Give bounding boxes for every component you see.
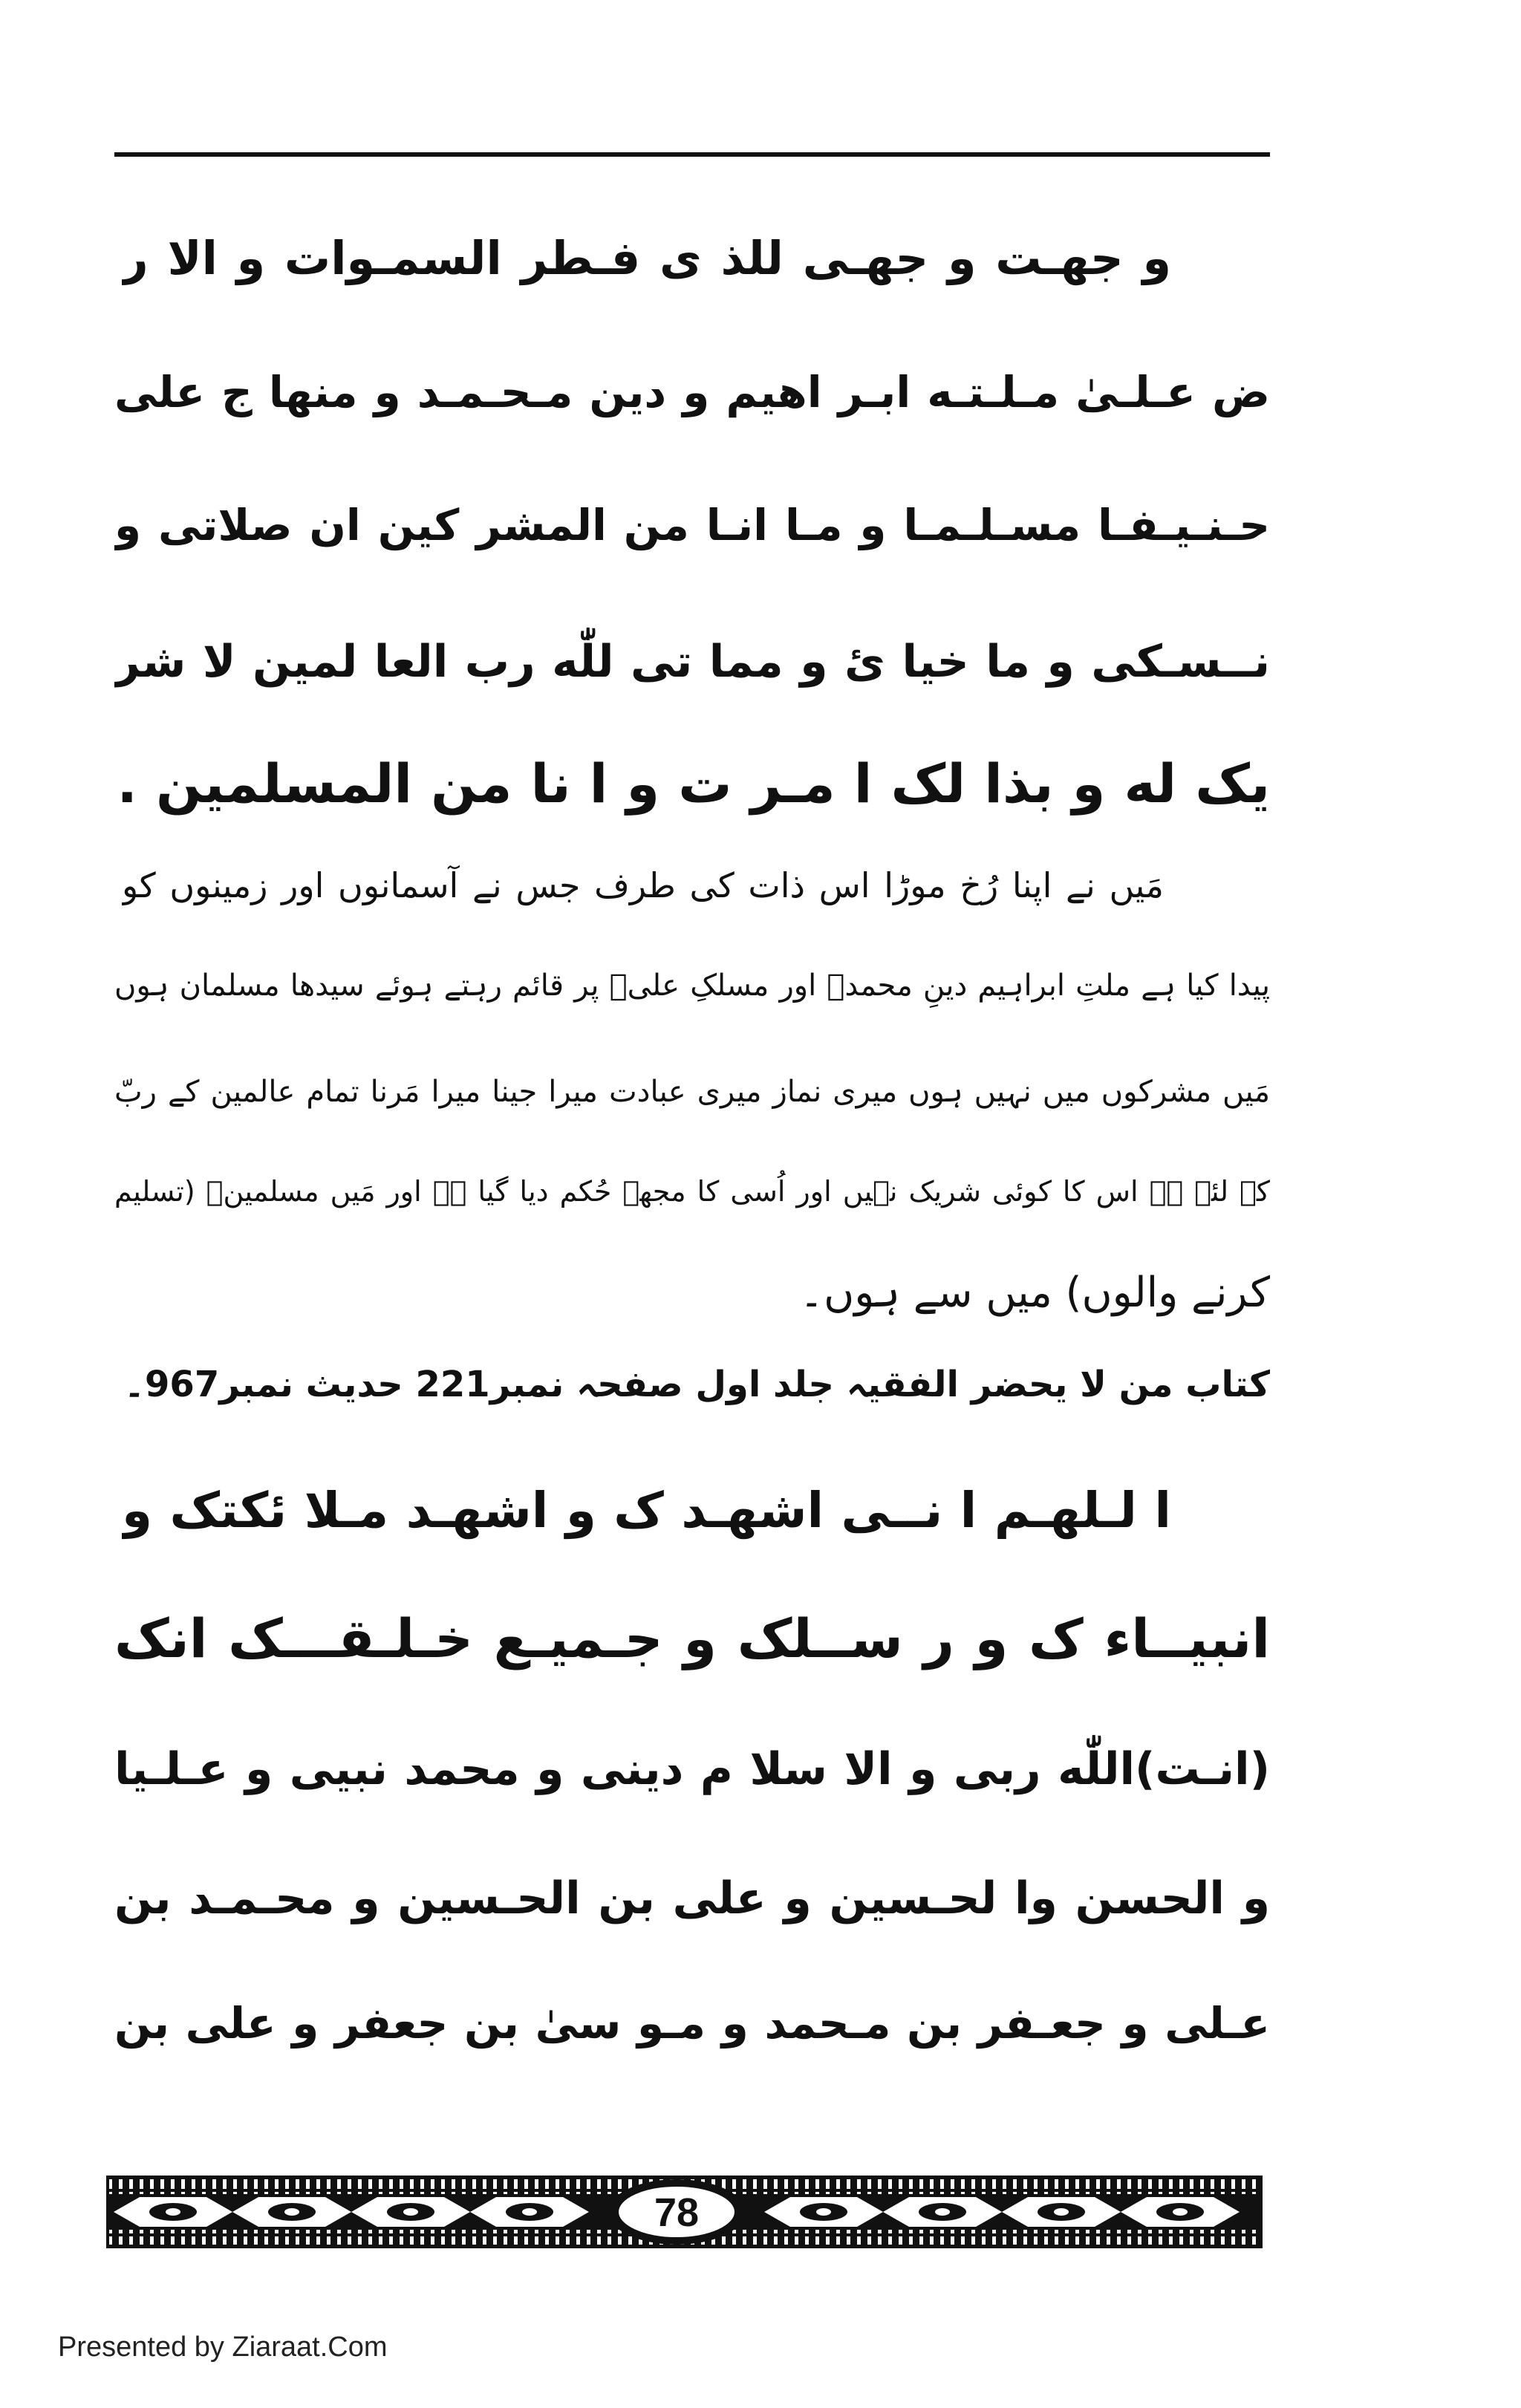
page-number-badge (608, 2179, 745, 2245)
arabic-text-line: نــسـكی و ما خيا یٔ و مما تی للّٰه رب العا لمين لا شر (114, 636, 1270, 688)
arabic-text-line: يک له و بذا لک ا مـر ت و ا نا من المسلمين . (117, 752, 1270, 815)
arabic-text-line: حـنـيـفـا مسـلـمـا و مـا انـا من المشر كين ان صلاتی و (114, 500, 1270, 550)
arabic-text-line: (انـت)اللّٰه ربی و الا سلا م دينی و محمد نبيی و عـلـيا (114, 1743, 1270, 1795)
arabic-text-line: و جهـت و جهـی للذ ی فـطر السمـوات و الا ر (122, 231, 1171, 285)
arabic-text-line: و الحسن وا لحـسين و علی بن الحـسين و محـمـد بن (114, 1872, 1270, 1924)
source-reference: کتاب من لا یحضر الفقیہ جلد اول صفحہ نمبر221 حدیث نمبر967۔ (123, 1364, 1270, 1405)
arabic-text-line: ا لـلهـم ا نــی اشهـد ک و اشهـد مـلا ئکتک و (122, 1482, 1171, 1539)
top-rule (114, 152, 1270, 157)
urdu-translation-line: مَیں نے اپنا رُخ موڑا اس ذات کی طرف جس نے آسمانوں اور زمینوں کو (122, 865, 1164, 905)
urdu-translation-line: پیدا کیا ہے ملتِ ابراہیم دینِ محمدؐ اور مسلکِ علیؑ پر قائم رہتے ہوئے سیدھا مسلمان ہوں (114, 969, 1270, 1003)
footer-ornament (106, 2176, 1263, 2248)
page-number: 78 (654, 2190, 700, 2235)
arabic-text-line: ض عـلـیٰ مـلـتـه ابـر اهيم و دين مـحـمـد و منها ج علی (114, 367, 1270, 417)
arabic-text-line: انبيــاء ک و ر ســلک و جـميـع خـلـقـــک انک (114, 1607, 1270, 1670)
watermark-credit: Presented by Ziaraat.Com (58, 2331, 388, 2363)
urdu-translation-line: کرنے والوں) میں سے ہوں۔ (799, 1269, 1270, 1317)
arabic-text-line: عـلی و جعـفر بن مـحمد و مـو سیٰ بن جعفر و علی بن (114, 1998, 1270, 2049)
urdu-translation-line: مَیں مشرکوں میں نہیں ہوں میری نماز میری عبادت میرا جینا میرا مَرنا تمام عالمین کے ربّ (114, 1075, 1270, 1109)
urdu-translation-line: کے لئے ہے اس کا کوئی شریک نہیں اور اُسی کا مجھے حُکم دیا گیا ہے اور مَیں مسلمینؑ (تسلیم (114, 1175, 1270, 1208)
